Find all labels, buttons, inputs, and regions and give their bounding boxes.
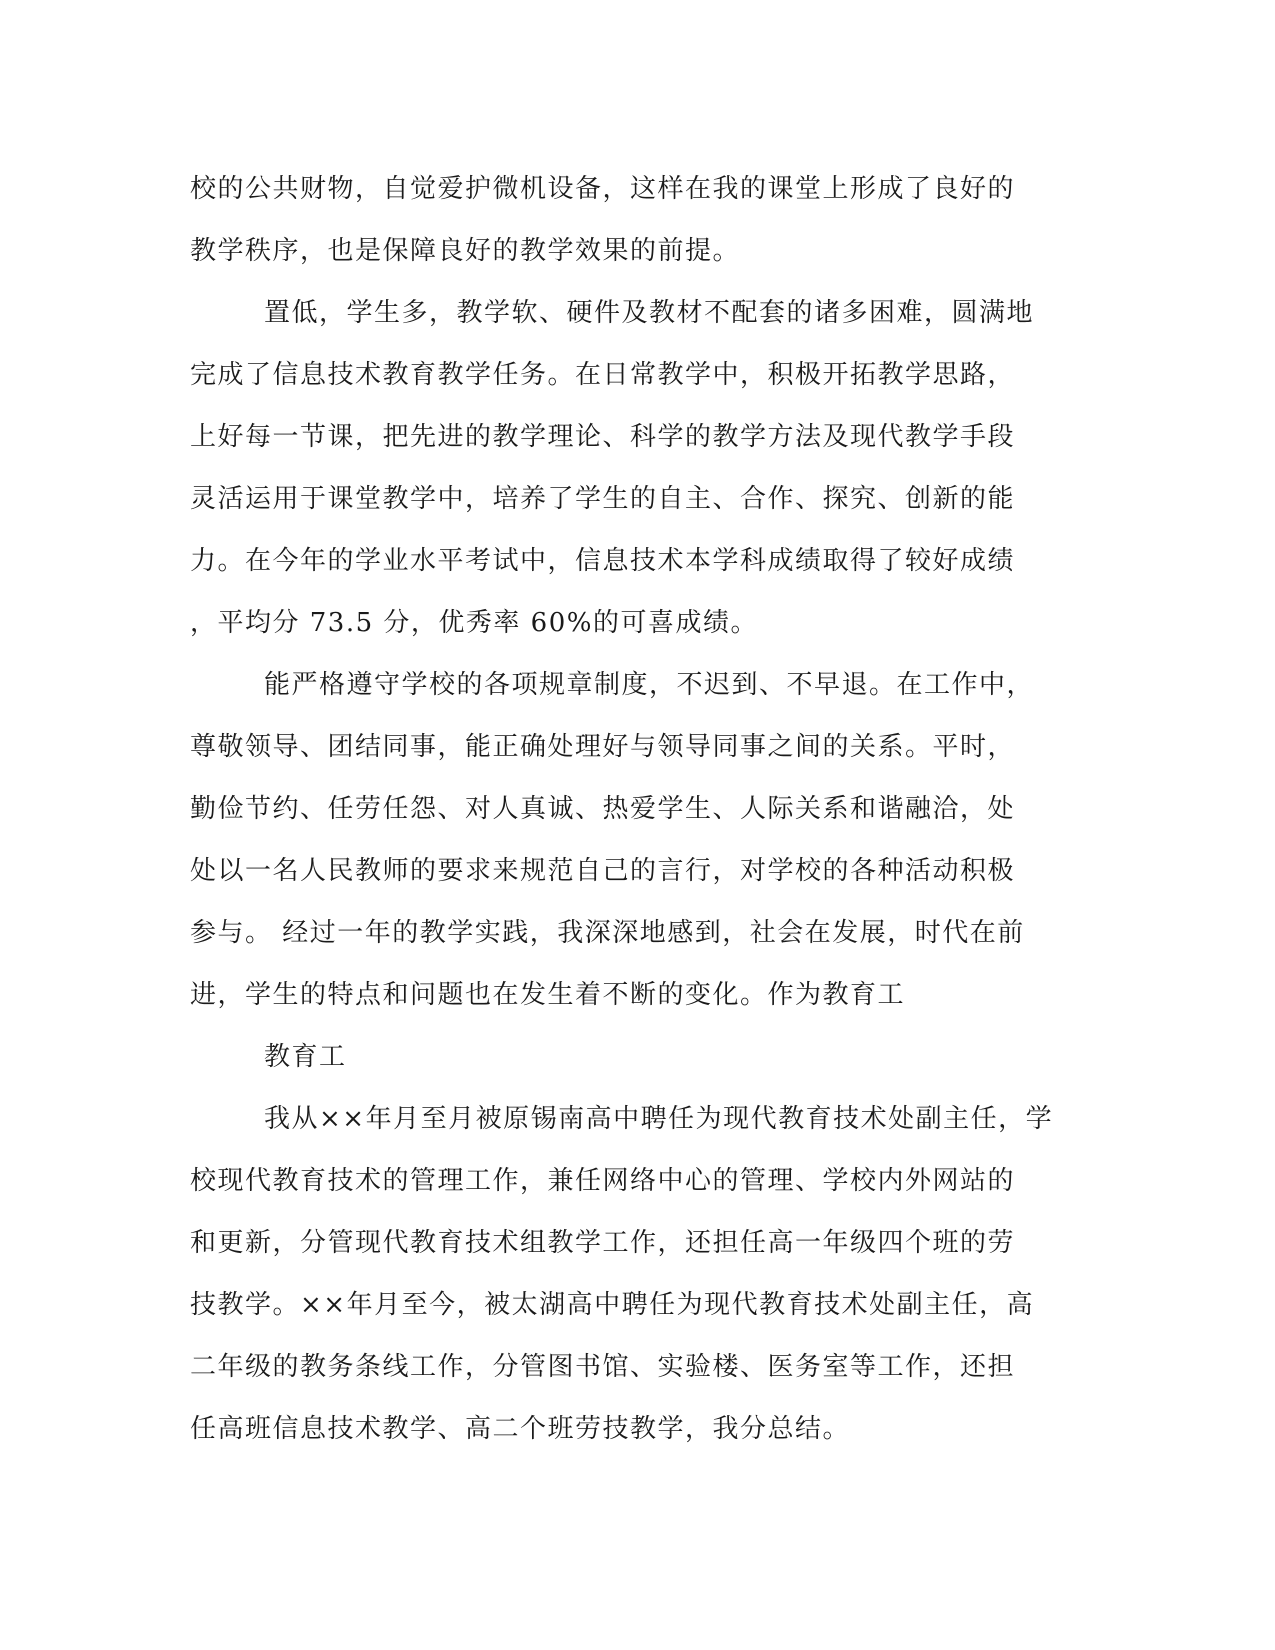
body-text [190,158,1090,1460]
text-line: 教育工 [264,1042,347,1072]
text-line: 二年级的教务条线工作，分管图书馆、实验楼、医务室等工作，还担 [190,1352,1016,1382]
text-line: 任高班信息技术教学、高二个班劳技教学，我分总结。 [190,1414,851,1444]
text-line: 和更新，分管现代教育技术组教学工作，还担任高一年级四个班的劳 [190,1228,1016,1258]
text-line: 处以一名人民教师的要求来规范自己的言行，对学校的各种活动积极 [190,856,1016,886]
text-line: 能严格遵守学校的各项规章制度，不迟到、不早退。在工作中， [264,670,1035,700]
text-line: 校现代教育技术的管理工作，兼任网络中心的管理、学校内外网站的 [190,1166,1016,1196]
text-line: 完成了信息技术教育教学任务。在日常教学中，积极开拓教学思路， [190,360,1016,390]
text-line: 置低，学生多，教学软、硬件及教材不配套的诸多困难，圆满地 [264,298,1035,328]
text-line: 技教学。××年月至今，被太湖高中聘任为现代教育技术处副主任，高 [190,1290,1035,1320]
text-line: 参与。 经过一年的教学实践，我深深地感到，社会在发展，时代在前 [190,918,1025,948]
text-line: 校的公共财物，自觉爱护微机设备，这样在我的课堂上形成了良好的 [190,174,1016,204]
text-line: 上好每一节课，把先进的教学理论、科学的教学方法及现代教学手段 [190,422,1016,452]
text-line: 灵活运用于课堂教学中，培养了学生的自主、合作、探究、创新的能 [190,484,1016,514]
text-line: 我从××年月至月被原锡南高中聘任为现代教育技术处副主任，学 [264,1104,1054,1134]
text-line: 力。在今年的学业水平考试中，信息技术本学科成绩取得了较好成绩 [190,546,1016,576]
text-line: 尊敬领导、团结同事，能正确处理好与领导同事之间的关系。平时， [190,732,1016,762]
text-line: 勤俭节约、任劳任怨、对人真诚、热爱学生、人际关系和谐融洽，处 [190,794,1016,824]
text-line: 教学秩序，也是保障良好的教学效果的前提。 [190,236,741,266]
text-line: 进，学生的特点和问题也在发生着不断的变化。作为教育工 [190,980,906,1010]
text-line: ，平均分 73.5 分，优秀率 60%的可喜成绩。 [190,608,758,638]
